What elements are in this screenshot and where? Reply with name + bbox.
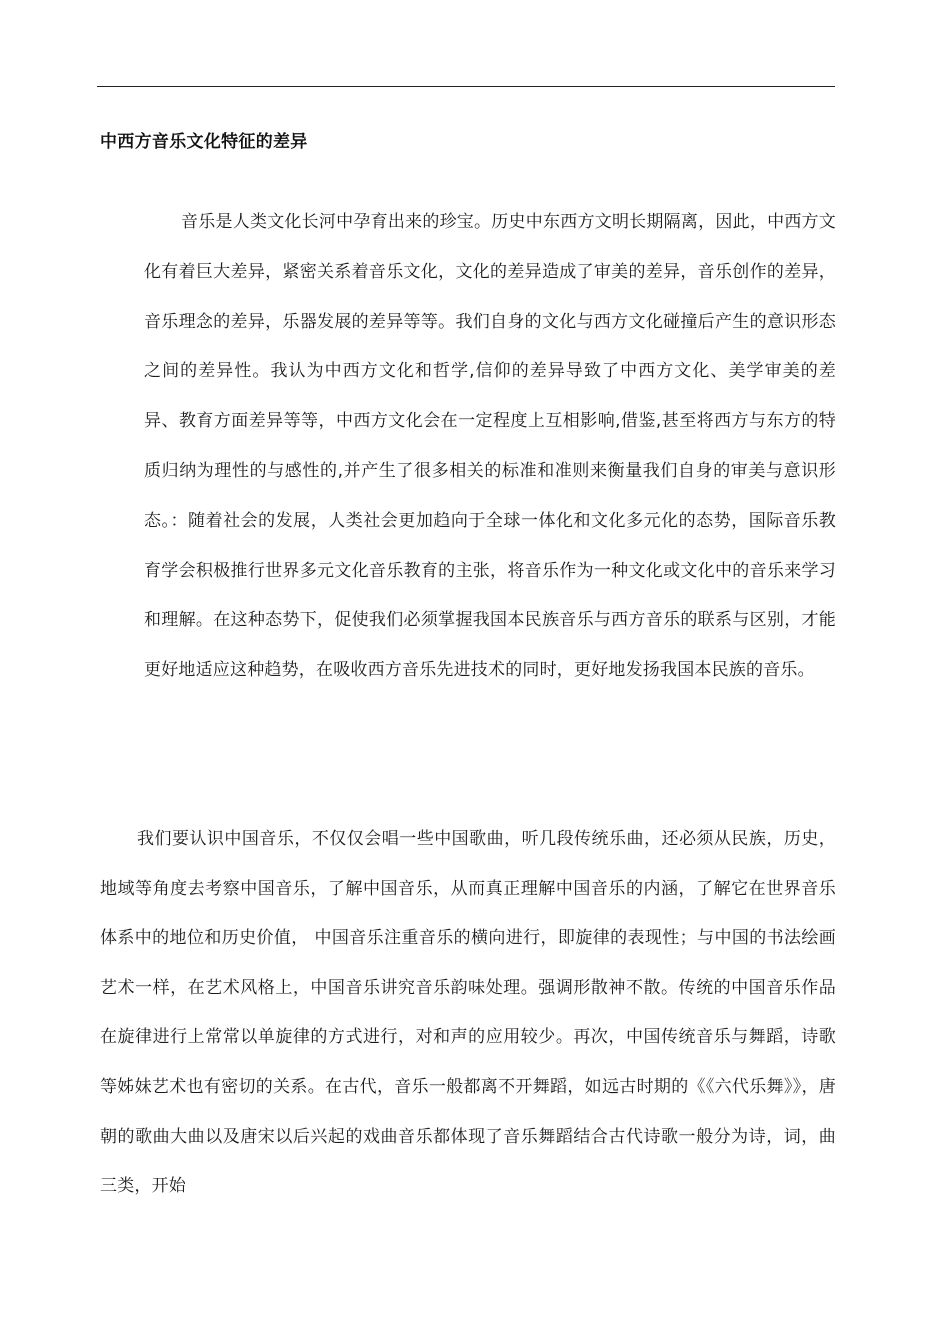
document-title: 中西方音乐文化特征的差异 (100, 132, 308, 152)
header-rule (97, 86, 835, 87)
body-paragraph-1: 音乐是人类文化长河中孕育出来的珍宝。历史中东西方文明长期隔离，因此，中西方文化有着巨大差异，紧密关系着音乐文化，文化的差异造成了审美的差异，音乐创作的差异，音乐理念的差异，乐器发展的差异等等。我们自身的文化与西方文化碰撞后产生的意识形态之间的差异性。我认为中西方文化和哲学,信仰的差异导致了中西方文化、美学审美的差异、教育方面差异等等，中西方文化会在一定程度上互相影响,借鉴,甚至将西方与东方的特质归纳为理性的与感性的,并产生了很多相关的标准和准则来衡量我们自身的审美与意识形态。：随着社会的发展，人类社会更加趋向于全球一体化和文化多元化的态势，国际音乐教育学会积极推行世界多元文化音乐教育的主张，将音乐作为一种文化或文化中的音乐来学习和理解。在这种态势下，促使我们必须掌握我国本民族音乐与西方音乐的联系与区别，才能更好地适应这种趋势，在吸收西方音乐先进技术的同时，更好地发扬我国本民族的音乐。 (144, 212, 836, 681)
body-paragraph-2: 我们要认识中国音乐，不仅仅会唱一些中国歌曲，听几段传统乐曲，还必须从民族，历史，地域等角度去考察中国音乐，了解中国音乐，从而真正理解中国音乐的内涵，了解它在世界音乐体系中的地位和历史价值， 中国音乐注重音乐的横向进行，即旋律的表现性；与中国的书法绘画艺术一样，在艺术风格上，中国音乐讲究音乐韵味处理。强调形散神不散。传统的中国音乐作品在旋律进行上常常以单旋律的方式进行，对和声的应用较少。再次，中国传统音乐与舞蹈，诗歌等姊妹艺术也有密切的关系。在古代，音乐一般都离不开舞蹈，如远古时期的《《六代乐舞》》，唐朝的歌曲大曲以及唐宋以后兴起的戏曲音乐都体现了音乐舞蹈结合古代诗歌一般分为诗，词，曲三类，开始 (100, 829, 836, 1197)
